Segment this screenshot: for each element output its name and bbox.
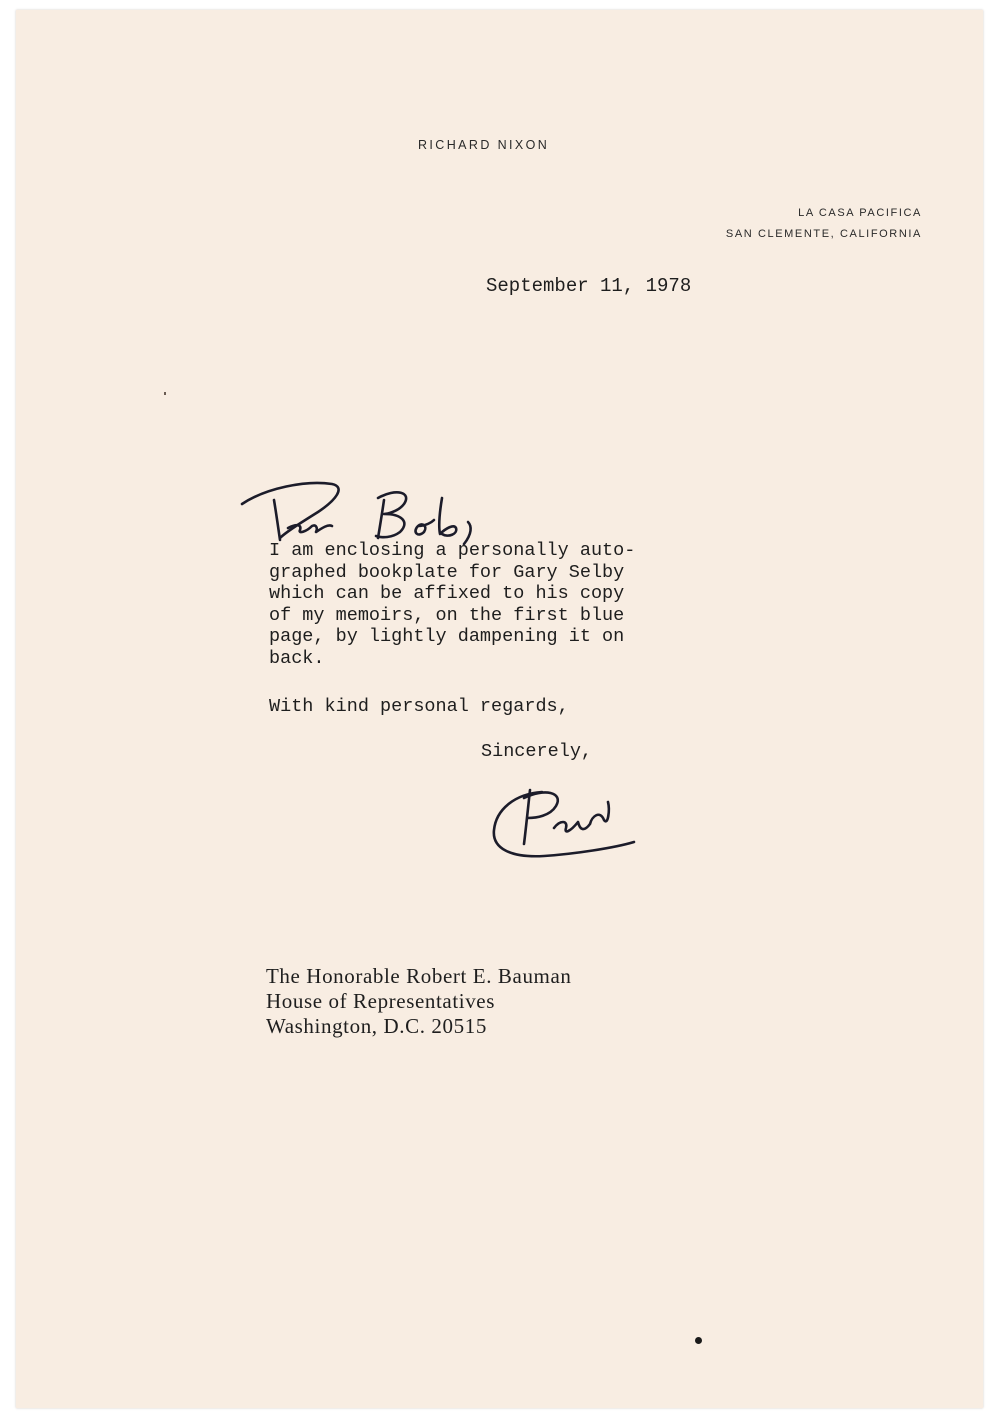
regards-line: With kind personal regards, [269, 696, 569, 717]
letterhead-name: RICHARD NIXON [418, 138, 550, 152]
ink-speck [695, 1337, 702, 1344]
handwritten-signature [484, 780, 654, 870]
body-line: graphed bookplate for Gary Selby [269, 561, 625, 583]
letter-page [16, 10, 983, 1408]
body-line: page, by lightly dampening it on [269, 626, 625, 648]
closing-line: Sincerely, [481, 741, 593, 762]
letter-body [269, 540, 729, 670]
letter-date: September 11, 1978 [486, 275, 692, 297]
paper-mark [164, 392, 166, 395]
recipient-line-2: House of Representatives [266, 989, 496, 1013]
address-line-2: SAN CLEMENTE, CALIFORNIA [725, 228, 922, 240]
body-line: I am enclosing a personally auto- [269, 540, 636, 561]
handwritten-salutation [236, 470, 506, 550]
body-line: which can be affixed to his copy [269, 583, 625, 605]
recipient-address [266, 964, 572, 1039]
body-line: back. [269, 647, 325, 669]
recipient-line-3: Washington, D.C. 20515 [266, 1014, 487, 1038]
recipient-line-1: The Honorable Robert E. Bauman [266, 964, 572, 988]
letterhead-address [656, 203, 922, 245]
body-line: of my memoirs, on the first blue [269, 604, 625, 626]
address-line-1: LA CASA PACIFICA [798, 207, 922, 219]
